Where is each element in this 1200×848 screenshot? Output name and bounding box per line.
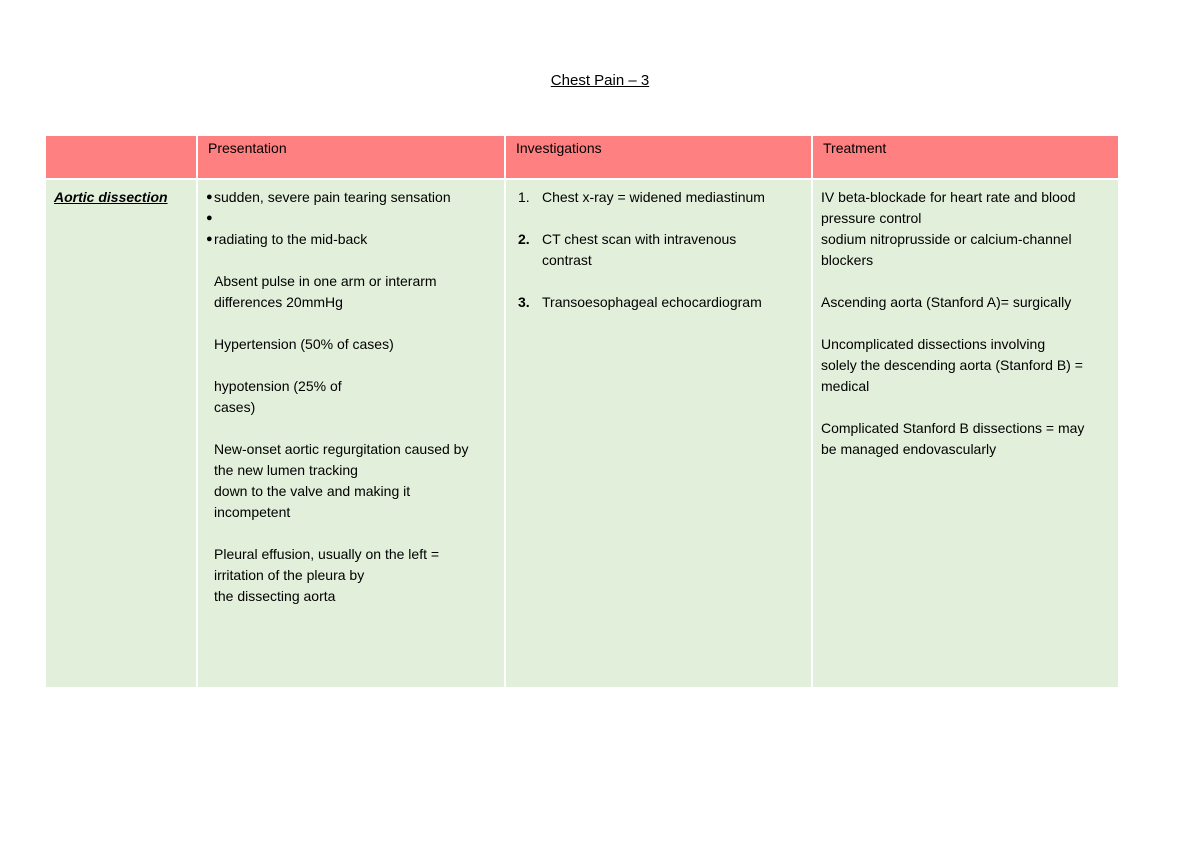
text-line: pressure control	[821, 210, 922, 226]
text-line: the new lumen tracking	[214, 462, 358, 478]
bullet-dot-icon: ●	[206, 191, 213, 203]
text-line: the dissecting aorta	[214, 588, 336, 604]
treatment-paragraph	[821, 187, 1110, 271]
text-line: Pleural effusion, usually on the left =	[214, 546, 440, 562]
bullet-dot-icon: ●	[206, 233, 213, 245]
text-line: irritation of the pleura by	[214, 567, 365, 583]
text-line: contrast	[542, 252, 592, 268]
text-line: differences 20mmHg	[214, 294, 343, 310]
item-text	[542, 187, 765, 208]
investigation-item	[514, 229, 803, 271]
presentation-cell	[197, 179, 505, 688]
item-number: 1.	[518, 189, 530, 205]
item-number: 3.	[518, 294, 530, 310]
row-label: Aortic dissection	[54, 189, 168, 205]
table-row-aortic-dissection	[45, 179, 1119, 688]
treatment-cell	[812, 179, 1119, 688]
text-line: IV beta-blockade for heart rate and blood	[821, 189, 1076, 205]
investigation-item	[514, 292, 803, 313]
text-line: New-onset aortic regurgitation caused by	[214, 441, 469, 457]
investigations-cell	[505, 179, 812, 688]
row-label-cell	[45, 179, 197, 688]
header-presentation: Presentation	[197, 135, 505, 179]
table-header-row	[45, 135, 1119, 179]
text-line: cases)	[214, 399, 256, 415]
presentation-bullet-text: sudden, severe pain tearing sensation	[214, 189, 451, 205]
header-empty	[45, 135, 197, 179]
text-line: Ascending aorta (Stanford A)= surgically	[821, 294, 1072, 310]
text-line: medical	[821, 378, 870, 394]
treatment-paragraph	[821, 418, 1110, 460]
header-investigations: Investigations	[505, 135, 812, 179]
text-line: sodium nitroprusside or calcium-channel	[821, 231, 1072, 247]
presentation-paragraph	[206, 439, 496, 523]
text-line: Transoesophageal echocardiogram	[542, 294, 762, 310]
bullet-dot-icon: ●	[206, 212, 213, 224]
investigation-item	[514, 187, 803, 208]
treatment-paragraph	[821, 292, 1110, 313]
presentation-bullet	[206, 187, 496, 208]
text-line: solely the descending aorta (Stanford B) =	[821, 357, 1083, 373]
treatment-paragraph	[821, 334, 1110, 397]
text-line: be managed endovascularly	[821, 441, 997, 457]
presentation-paragraph	[206, 271, 496, 313]
text-line: blockers	[821, 252, 874, 268]
item-text	[542, 292, 762, 313]
header-treatment: Treatment	[812, 135, 1119, 179]
text-line: Complicated Stanford B dissections = may	[821, 420, 1085, 436]
text-line: Hypertension (50% of cases)	[214, 336, 394, 352]
text-line: hypotension (25% of	[214, 378, 342, 394]
investigations-list	[514, 187, 803, 313]
presentation-bullet	[206, 208, 496, 229]
text-line: CT chest scan with intravenous	[542, 231, 737, 247]
presentation-paragraph	[206, 376, 496, 418]
text-line: Uncomplicated dissections involving	[821, 336, 1046, 352]
item-text	[542, 229, 736, 271]
presentation-bullet-text: radiating to the mid-back	[214, 231, 368, 247]
presentation-paragraph	[206, 544, 496, 607]
text-line: Chest x-ray = widened mediastinum	[542, 189, 765, 205]
item-number: 2.	[518, 231, 530, 247]
text-line: Absent pulse in one arm or interarm	[214, 273, 437, 289]
presentation-paragraph	[206, 334, 496, 355]
text-line: down to the valve and making it	[214, 483, 411, 499]
text-line: incompetent	[214, 504, 291, 520]
presentation-bullet	[206, 229, 496, 250]
chest-pain-table	[44, 134, 1120, 689]
document-title: Chest Pain – 3	[550, 72, 650, 89]
